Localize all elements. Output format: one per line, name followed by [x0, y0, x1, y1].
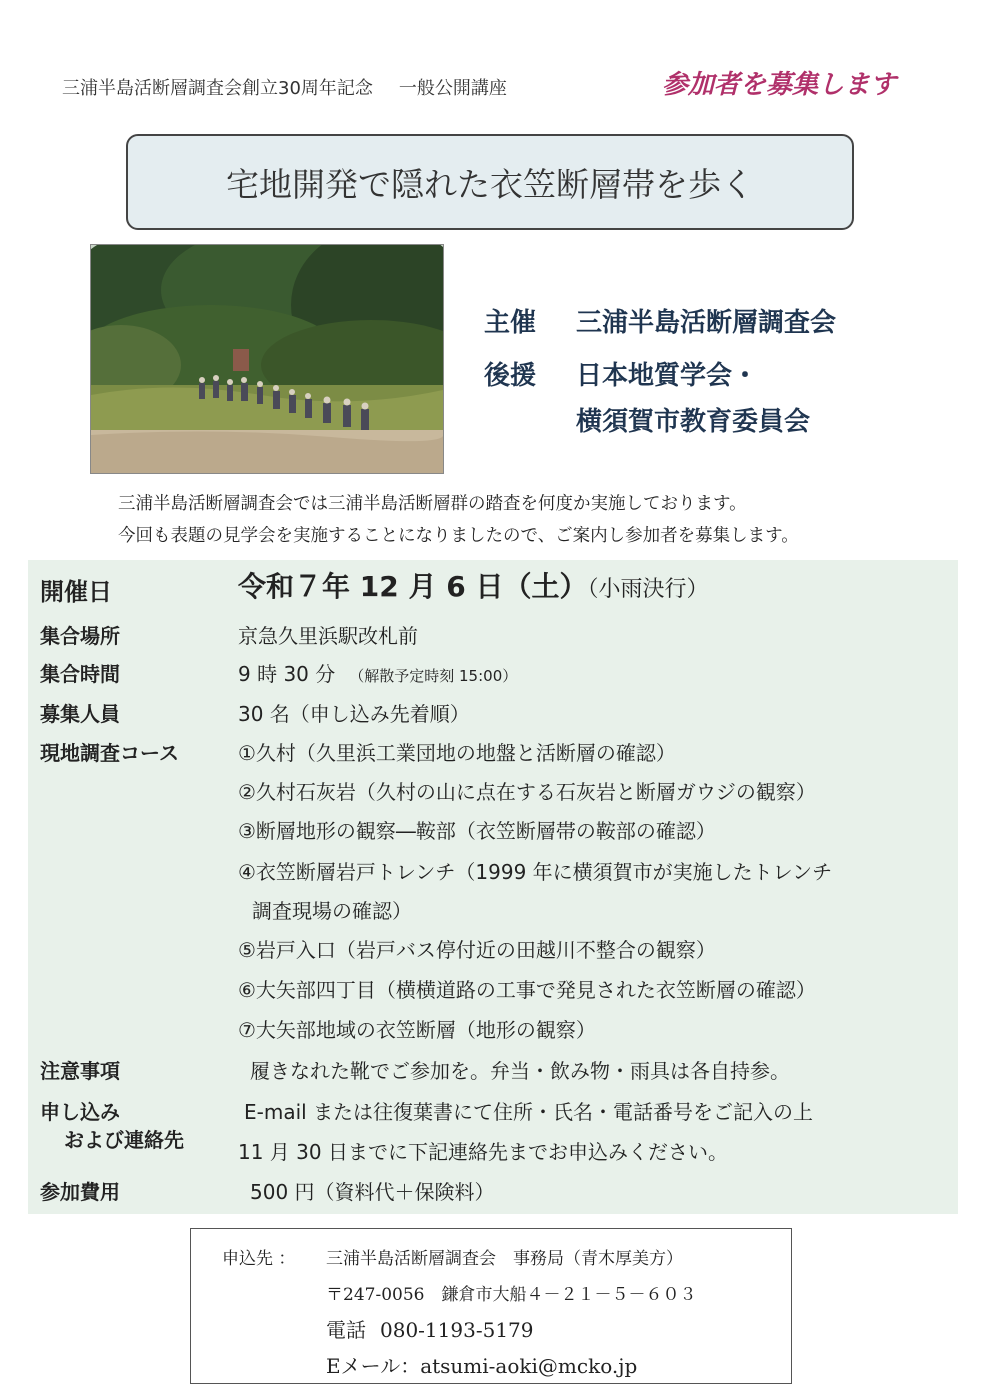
time-note: （解散予定時刻 15:00）	[349, 667, 518, 685]
course-item-4: ④衣笠断層岩戸トレンチ（1999 年に横須賀市が実施したトレンチ	[238, 860, 833, 884]
capacity-value: 30 名（申し込み先着順）	[238, 702, 470, 726]
course-item-2: ②久村石灰岩（久村の山に点在する石灰岩と断層ガウジの観察）	[238, 780, 816, 804]
contact-phone-row	[326, 1314, 534, 1343]
time-value: 9 時 30 分	[238, 662, 336, 686]
contact-address: 〒247-0056 鎌倉市大船４－２１－５－６０３	[326, 1285, 697, 1305]
host-label: 主催	[484, 308, 537, 338]
date-row	[238, 565, 708, 605]
contact-org: 三浦半島活断層調査会 事務局（青木厚美方）	[326, 1249, 683, 1269]
phone-label: 電話	[326, 1318, 366, 1342]
course-item-4-cont: 調査現場の確認）	[252, 899, 412, 923]
course-item-3: ③断層地形の観察―鞍部（衣笠断層帯の鞍部の確認）	[238, 819, 716, 843]
notes-value: 履きなれた靴でご参加を。弁当・飲み物・雨具は各自持参。	[250, 1059, 790, 1083]
capacity-label: 募集人員	[40, 702, 120, 726]
contact-email-row	[326, 1350, 637, 1379]
place-value: 京急久里浜駅改札前	[238, 624, 418, 648]
course-item-5: ⑤岩戸入口（岩戸バス停付近の田越川不整合の観察）	[238, 938, 716, 962]
course-label: 現地調査コース	[40, 741, 179, 765]
contact-label: 申込先 ：	[222, 1249, 296, 1269]
email-value[interactable]: atsumi-aoki@mcko.jp	[420, 1354, 638, 1378]
support-row	[484, 355, 758, 392]
event-type: 一般公開講座	[398, 78, 507, 99]
fee-value: 500 円（資料代＋保険料）	[250, 1180, 495, 1204]
main-title: 宅地開発で隠れた衣笠断層帯を歩く	[226, 164, 754, 204]
time-label: 集合時間	[40, 662, 120, 686]
apply-line-1: E-mail または往復葉書にて住所・氏名・電話番号をご記入の上	[244, 1100, 814, 1124]
host-name: 三浦半島活断層調査会	[576, 308, 837, 338]
course-item-1: ①久村（久里浜工業団地の地盤と活断層の確認）	[238, 741, 676, 765]
intro-line-2: 今回も表題の見学会を実施することになりましたので、ご案内し参加者を募集します。	[118, 526, 799, 546]
event-title: 三浦半島活断層調査会創立30周年記念	[62, 78, 373, 99]
apply-label-1: 申し込み	[40, 1100, 120, 1124]
time-row	[238, 658, 517, 687]
support-name-1: 日本地質学会・	[576, 361, 759, 391]
support-label: 後援	[484, 361, 537, 391]
apply-label-2: および連絡先	[64, 1128, 184, 1152]
place-label: 集合場所	[40, 624, 120, 648]
event-header	[62, 74, 507, 100]
course-item-6: ⑥大矢部四丁目（横横道路の工事で発見された衣笠断層の確認）	[238, 978, 816, 1002]
support-name-2: 横須賀市教育委員会	[576, 407, 811, 437]
apply-line-2: 11 月 30 日までに下記連絡先までお申込みください。	[238, 1140, 728, 1164]
date-label: 開催日	[40, 578, 112, 606]
main-title-box	[126, 134, 854, 230]
recruit-banner: 参加者を募集します	[662, 70, 897, 100]
date-value: 令和７年 12 月 6 日（土）	[238, 570, 588, 603]
phone-value: 080-1193-5179	[380, 1318, 534, 1342]
notes-label: 注意事項	[40, 1059, 120, 1083]
course-item-7: ⑦大矢部地域の衣笠断層（地形の観察）	[238, 1018, 596, 1042]
field-trip-photo	[90, 244, 444, 474]
intro-line-1: 三浦半島活断層調査会では三浦半島活断層群の踏査を何度か実施しております。	[118, 494, 747, 514]
host-row	[484, 302, 836, 339]
date-note: （小雨決行）	[587, 577, 709, 602]
fee-label: 参加費用	[40, 1180, 120, 1204]
email-label: Eメール：	[326, 1354, 421, 1378]
field-trip-illustration	[91, 245, 443, 473]
